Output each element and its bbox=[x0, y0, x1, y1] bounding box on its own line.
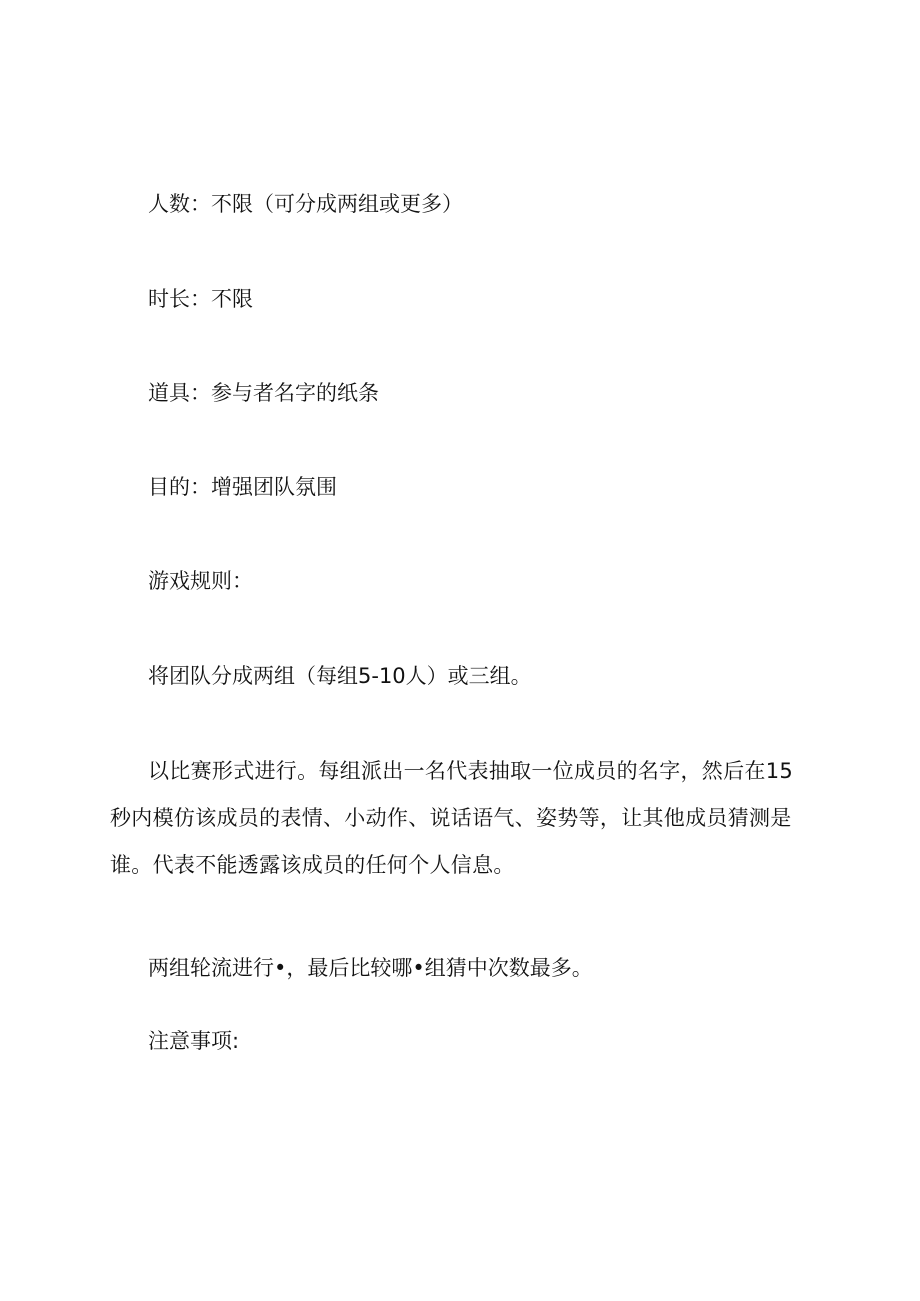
rule-3-paragraph: 两组轮流进行•，最后比较哪•组猜中次数最多。 bbox=[148, 956, 593, 980]
rule-1-paragraph: 将团队分成两组（每组5-10人）或三组。 bbox=[148, 664, 532, 688]
people-line: 人数：不限（可分成两组或更多） bbox=[148, 192, 463, 216]
duration-line: 时长：不限 bbox=[148, 287, 253, 311]
rules-heading: 游戏规则： bbox=[148, 569, 253, 593]
props-line: 道具：参与者名字的纸条 bbox=[148, 381, 379, 405]
notes-heading: 注意事项: bbox=[148, 1029, 240, 1053]
rule-2-paragraph: 以比赛形式进行。每组派出一名代表抽取一位成员的名字，然后在15秒内模仿该成员的表情、小动作、说话语气、姿势等，让其他成员猜测是谁。代表不能透露该成员的任何个人信息。 bbox=[110, 759, 794, 877]
purpose-line: 目的：增强团队氛围 bbox=[148, 475, 337, 499]
